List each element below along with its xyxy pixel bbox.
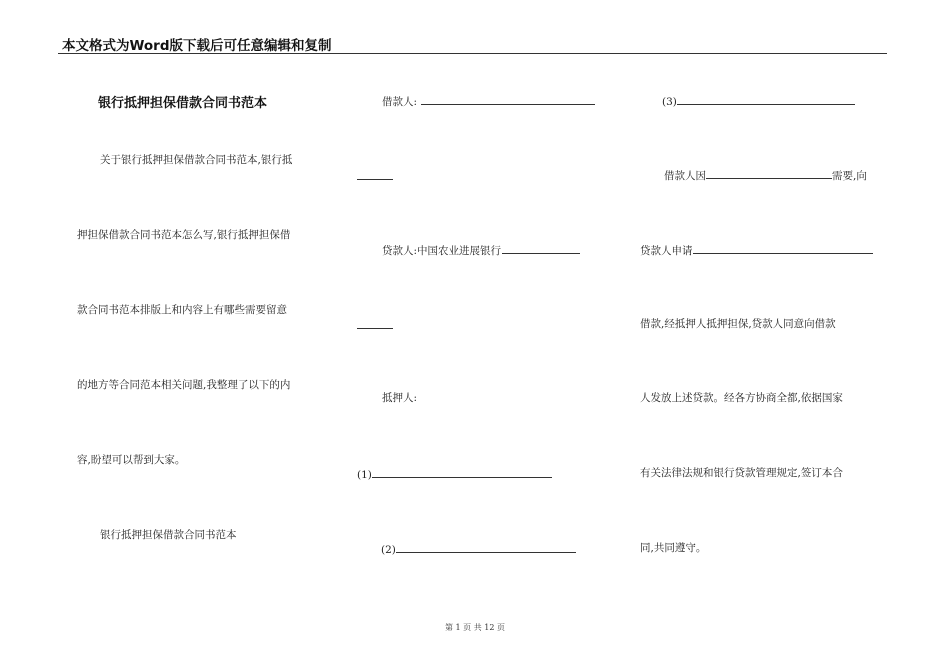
application-line	[640, 242, 873, 258]
mortgagor-item-1	[357, 466, 552, 482]
item-3-label: (3)	[662, 96, 677, 108]
item-2-label: (2)	[381, 544, 396, 556]
purpose-line	[664, 167, 867, 183]
borrower-field	[382, 93, 595, 109]
body-line-4: 人发放上述贷款。经各方协商全都,依据国家	[640, 392, 843, 404]
item-2-blank	[396, 541, 576, 553]
header-note: 本文格式为Word版下载后可任意编辑和复制	[62, 38, 332, 54]
mortgagor-item-3	[662, 93, 855, 109]
intro-line-4: 的地方等合同范本相关问题,我整理了以下的内	[77, 379, 291, 391]
intro-line-5: 容,盼望可以帮到大家。	[77, 454, 186, 466]
mortgagor-item-2	[381, 541, 576, 557]
item-1-label: (1)	[357, 469, 372, 481]
mortgagor-label: 抵押人:	[382, 392, 418, 404]
lender-label: 贷款人:中国农业进展银行	[382, 245, 502, 257]
intro-line-1: 关于银行抵押担保借款合同书范本,银行抵	[100, 154, 293, 166]
body-line-6: 同,共同遵守。	[640, 542, 707, 554]
amount-blank	[693, 242, 873, 254]
document-title: 银行抵押担保借款合同书范本	[98, 96, 268, 111]
borrower-blank-continued	[357, 179, 393, 180]
section-subtitle: 银行抵押担保借款合同书范本	[100, 529, 237, 541]
intro-line-3: 款合同书范本排版上和内容上有哪些需要留意	[77, 304, 287, 316]
header-divider	[58, 53, 887, 54]
page-number: 第 1 页 共 12 页	[445, 623, 505, 632]
lender-blank-continued	[357, 328, 393, 329]
item-3-blank	[677, 93, 855, 105]
borrower-blank	[421, 93, 595, 105]
purpose-suffix: 需要,向	[832, 170, 867, 182]
intro-line-2: 押担保借款合同书范本怎么写,银行抵押担保借	[77, 229, 291, 241]
borrower-label: 借款人:	[382, 96, 418, 108]
purpose-blank	[706, 167, 832, 179]
body-line-5: 有关法律法规和银行贷款管理规定,签订本合	[640, 467, 843, 479]
application-prefix: 贷款人申请	[640, 245, 693, 257]
lender-field	[382, 242, 580, 258]
item-1-blank	[372, 466, 552, 478]
body-line-3: 借款,经抵押人抵押担保,贷款人同意向借款	[640, 318, 836, 330]
purpose-prefix: 借款人因	[664, 170, 706, 182]
lender-blank	[502, 242, 580, 254]
